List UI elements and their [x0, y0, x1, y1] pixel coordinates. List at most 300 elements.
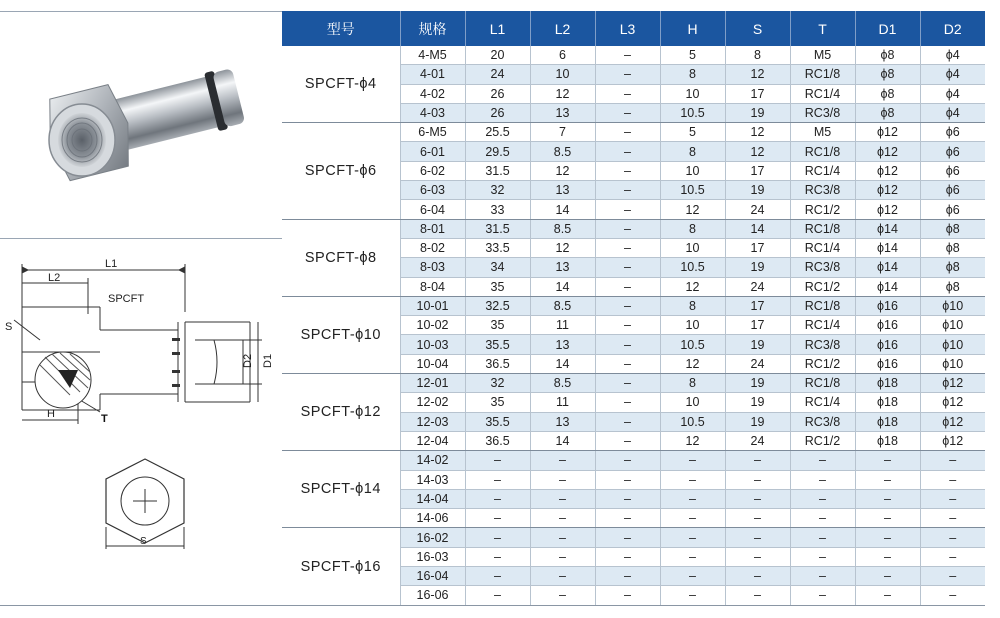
value-cell: –: [595, 335, 660, 354]
value-cell: –: [660, 586, 725, 605]
spec-cell: 12-03: [400, 412, 465, 431]
value-cell: 31.5: [465, 161, 530, 180]
spec-cell: 14-02: [400, 451, 465, 470]
value-cell: RC1/4: [790, 393, 855, 412]
value-cell: 12: [725, 123, 790, 142]
value-cell: 13: [530, 335, 595, 354]
value-cell: 31.5: [465, 219, 530, 238]
value-cell: ϕ8: [855, 46, 920, 65]
value-cell: 24: [725, 354, 790, 373]
value-cell: RC1/2: [790, 200, 855, 219]
value-cell: RC1/8: [790, 374, 855, 393]
value-cell: ϕ8: [920, 258, 985, 277]
value-cell: –: [595, 142, 660, 161]
value-cell: ϕ6: [920, 181, 985, 200]
table-row: [282, 219, 985, 238]
value-cell: 8: [660, 296, 725, 315]
value-cell: ϕ4: [920, 46, 985, 65]
value-cell: ϕ6: [920, 123, 985, 142]
value-cell: –: [725, 451, 790, 470]
value-cell: ϕ16: [855, 354, 920, 373]
value-cell: 5: [660, 123, 725, 142]
value-cell: ϕ8: [855, 103, 920, 122]
value-cell: RC1/4: [790, 161, 855, 180]
value-cell: –: [595, 181, 660, 200]
value-cell: 10: [660, 316, 725, 335]
model-cell: SPCFT-ϕ8: [282, 219, 400, 296]
value-cell: –: [595, 277, 660, 296]
value-cell: 33.5: [465, 238, 530, 257]
value-cell: RC3/8: [790, 412, 855, 431]
value-cell: ϕ18: [855, 412, 920, 431]
value-cell: 10.5: [660, 412, 725, 431]
value-cell: 10.5: [660, 103, 725, 122]
spec-cell: 4-M5: [400, 46, 465, 65]
value-cell: RC3/8: [790, 103, 855, 122]
bottom-rule: [0, 605, 985, 606]
value-cell: 13: [530, 103, 595, 122]
value-cell: ϕ8: [920, 238, 985, 257]
value-cell: 17: [725, 161, 790, 180]
value-cell: –: [595, 258, 660, 277]
value-cell: –: [855, 528, 920, 547]
value-cell: –: [855, 451, 920, 470]
spec-cell: 6-M5: [400, 123, 465, 142]
value-cell: –: [530, 567, 595, 586]
value-cell: –: [660, 509, 725, 528]
value-cell: 13: [530, 181, 595, 200]
value-cell: RC3/8: [790, 181, 855, 200]
value-cell: –: [595, 123, 660, 142]
value-cell: 8: [725, 46, 790, 65]
value-cell: 19: [725, 103, 790, 122]
spec-cell: 6-04: [400, 200, 465, 219]
header-model: 型号: [282, 11, 400, 46]
header-spec: 规格: [400, 11, 465, 46]
value-cell: RC1/8: [790, 65, 855, 84]
value-cell: –: [530, 489, 595, 508]
product-photo: [0, 12, 282, 238]
value-cell: RC1/8: [790, 219, 855, 238]
value-cell: 8.5: [530, 374, 595, 393]
value-cell: ϕ18: [855, 431, 920, 450]
value-cell: –: [465, 567, 530, 586]
value-cell: 8.5: [530, 219, 595, 238]
value-cell: 19: [725, 335, 790, 354]
value-cell: –: [855, 547, 920, 566]
dim-l2-label: L2: [48, 272, 61, 284]
value-cell: –: [595, 567, 660, 586]
spec-cell: 14-04: [400, 489, 465, 508]
value-cell: –: [855, 509, 920, 528]
table-row: [282, 528, 985, 547]
side-view-title: SPCFT: [108, 293, 145, 305]
value-cell: –: [465, 451, 530, 470]
value-cell: 17: [725, 296, 790, 315]
header-d2: D2: [920, 11, 985, 46]
header-l3: L3: [595, 11, 660, 46]
value-cell: 12: [725, 142, 790, 161]
value-cell: ϕ12: [855, 123, 920, 142]
value-cell: 12: [660, 354, 725, 373]
value-cell: ϕ6: [920, 200, 985, 219]
value-cell: –: [790, 470, 855, 489]
value-cell: ϕ14: [855, 238, 920, 257]
value-cell: –: [595, 200, 660, 219]
value-cell: 12: [530, 84, 595, 103]
value-cell: ϕ18: [855, 393, 920, 412]
value-cell: 32: [465, 181, 530, 200]
value-cell: RC1/2: [790, 354, 855, 373]
value-cell: 19: [725, 393, 790, 412]
value-cell: 10: [660, 393, 725, 412]
value-cell: 17: [725, 316, 790, 335]
value-cell: 5: [660, 46, 725, 65]
value-cell: –: [595, 431, 660, 450]
spec-cell: 10-02: [400, 316, 465, 335]
value-cell: 35: [465, 316, 530, 335]
value-cell: –: [855, 567, 920, 586]
value-cell: 24: [465, 65, 530, 84]
value-cell: 8: [660, 374, 725, 393]
value-cell: –: [725, 489, 790, 508]
value-cell: –: [660, 547, 725, 566]
value-cell: –: [855, 489, 920, 508]
spec-cell: 16-06: [400, 586, 465, 605]
value-cell: –: [530, 509, 595, 528]
value-cell: –: [920, 547, 985, 566]
value-cell: –: [595, 65, 660, 84]
value-cell: 17: [725, 84, 790, 103]
value-cell: RC1/2: [790, 277, 855, 296]
value-cell: 34: [465, 258, 530, 277]
header-t: T: [790, 11, 855, 46]
value-cell: 8: [660, 219, 725, 238]
value-cell: 33: [465, 200, 530, 219]
value-cell: 11: [530, 393, 595, 412]
value-cell: ϕ14: [855, 219, 920, 238]
value-cell: –: [790, 451, 855, 470]
value-cell: 12: [530, 161, 595, 180]
value-cell: ϕ10: [920, 354, 985, 373]
value-cell: RC1/4: [790, 84, 855, 103]
model-cell: SPCFT-ϕ10: [282, 296, 400, 373]
value-cell: –: [595, 84, 660, 103]
value-cell: –: [595, 528, 660, 547]
value-cell: 10: [530, 65, 595, 84]
value-cell: –: [920, 509, 985, 528]
spec-cell: 4-03: [400, 103, 465, 122]
value-cell: 32.5: [465, 296, 530, 315]
value-cell: –: [920, 451, 985, 470]
value-cell: –: [595, 103, 660, 122]
value-cell: 36.5: [465, 431, 530, 450]
value-cell: –: [855, 470, 920, 489]
value-cell: 35.5: [465, 335, 530, 354]
value-cell: M5: [790, 123, 855, 142]
value-cell: –: [725, 470, 790, 489]
spec-cell: 12-02: [400, 393, 465, 412]
value-cell: 12: [725, 65, 790, 84]
value-cell: –: [530, 528, 595, 547]
value-cell: ϕ8: [920, 219, 985, 238]
value-cell: ϕ6: [920, 142, 985, 161]
value-cell: 19: [725, 258, 790, 277]
value-cell: –: [595, 509, 660, 528]
header-h: H: [660, 11, 725, 46]
dim-h-label: H: [47, 408, 55, 420]
model-cell: SPCFT-ϕ14: [282, 451, 400, 528]
value-cell: –: [725, 547, 790, 566]
value-cell: 12: [530, 238, 595, 257]
value-cell: –: [465, 586, 530, 605]
value-cell: ϕ10: [920, 316, 985, 335]
spec-cell: 16-03: [400, 547, 465, 566]
value-cell: ϕ16: [855, 335, 920, 354]
value-cell: 24: [725, 200, 790, 219]
value-cell: –: [790, 489, 855, 508]
value-cell: –: [790, 509, 855, 528]
value-cell: ϕ4: [920, 103, 985, 122]
value-cell: 36.5: [465, 354, 530, 373]
value-cell: –: [595, 238, 660, 257]
value-cell: 20: [465, 46, 530, 65]
value-cell: 7: [530, 123, 595, 142]
value-cell: ϕ12: [855, 142, 920, 161]
value-cell: 13: [530, 412, 595, 431]
value-cell: 10: [660, 161, 725, 180]
value-cell: –: [465, 470, 530, 489]
value-cell: 32: [465, 374, 530, 393]
spec-cell: 12-01: [400, 374, 465, 393]
value-cell: 8: [660, 65, 725, 84]
spec-cell: 6-02: [400, 161, 465, 180]
value-cell: ϕ14: [855, 258, 920, 277]
value-cell: ϕ12: [855, 161, 920, 180]
table-row: [282, 123, 985, 142]
value-cell: 19: [725, 181, 790, 200]
spec-cell: 16-04: [400, 567, 465, 586]
value-cell: 10: [660, 84, 725, 103]
header-d1: D1: [855, 11, 920, 46]
value-cell: 12: [660, 431, 725, 450]
value-cell: –: [855, 586, 920, 605]
value-cell: 11: [530, 316, 595, 335]
value-cell: ϕ12: [855, 200, 920, 219]
value-cell: 19: [725, 412, 790, 431]
value-cell: –: [595, 354, 660, 373]
value-cell: RC1/8: [790, 296, 855, 315]
value-cell: –: [660, 451, 725, 470]
value-cell: RC1/4: [790, 316, 855, 335]
value-cell: –: [790, 547, 855, 566]
value-cell: –: [595, 296, 660, 315]
table-row: [282, 46, 985, 65]
value-cell: –: [725, 528, 790, 547]
spec-cell: 4-02: [400, 84, 465, 103]
front-view-s-label: S: [140, 536, 147, 547]
value-cell: –: [530, 586, 595, 605]
dim-t-label: T: [101, 413, 108, 425]
value-cell: 8: [660, 142, 725, 161]
table-row: [282, 296, 985, 315]
header-l1: L1: [465, 11, 530, 46]
value-cell: –: [465, 528, 530, 547]
value-cell: –: [660, 489, 725, 508]
value-cell: ϕ14: [855, 277, 920, 296]
value-cell: –: [920, 489, 985, 508]
value-cell: –: [790, 586, 855, 605]
spec-cell: 10-03: [400, 335, 465, 354]
spec-cell: 8-01: [400, 219, 465, 238]
value-cell: ϕ4: [920, 65, 985, 84]
value-cell: ϕ12: [920, 412, 985, 431]
spec-cell: 8-04: [400, 277, 465, 296]
value-cell: –: [725, 509, 790, 528]
table-row: [282, 451, 985, 470]
value-cell: 10.5: [660, 258, 725, 277]
value-cell: –: [530, 451, 595, 470]
value-cell: ϕ18: [855, 374, 920, 393]
spec-cell: 8-02: [400, 238, 465, 257]
value-cell: 14: [530, 431, 595, 450]
value-cell: –: [595, 219, 660, 238]
value-cell: –: [660, 567, 725, 586]
table-header-row: [282, 11, 985, 46]
value-cell: ϕ12: [920, 374, 985, 393]
value-cell: –: [920, 470, 985, 489]
value-cell: 35: [465, 277, 530, 296]
value-cell: 35: [465, 393, 530, 412]
value-cell: 14: [530, 354, 595, 373]
value-cell: –: [530, 470, 595, 489]
spec-cell: 10-04: [400, 354, 465, 373]
table-body: [282, 46, 985, 605]
value-cell: 8.5: [530, 296, 595, 315]
spec-cell: 10-01: [400, 296, 465, 315]
value-cell: ϕ8: [855, 65, 920, 84]
value-cell: RC1/8: [790, 142, 855, 161]
value-cell: 26: [465, 84, 530, 103]
value-cell: –: [595, 46, 660, 65]
value-cell: 10.5: [660, 181, 725, 200]
side-view-drawing: [0, 252, 282, 432]
value-cell: –: [790, 567, 855, 586]
spec-cell: 16-02: [400, 528, 465, 547]
header-s: S: [725, 11, 790, 46]
spec-cell: 6-01: [400, 142, 465, 161]
value-cell: –: [595, 374, 660, 393]
value-cell: 19: [725, 374, 790, 393]
front-view-drawing: [0, 455, 282, 555]
spec-cell: 4-01: [400, 65, 465, 84]
value-cell: –: [920, 567, 985, 586]
value-cell: ϕ10: [920, 296, 985, 315]
value-cell: –: [725, 586, 790, 605]
value-cell: ϕ8: [855, 84, 920, 103]
value-cell: RC1/2: [790, 431, 855, 450]
value-cell: RC3/8: [790, 335, 855, 354]
value-cell: –: [595, 161, 660, 180]
value-cell: –: [660, 470, 725, 489]
value-cell: 29.5: [465, 142, 530, 161]
value-cell: –: [595, 451, 660, 470]
value-cell: –: [790, 528, 855, 547]
value-cell: 13: [530, 258, 595, 277]
dim-d1-label: D1: [262, 353, 274, 368]
value-cell: RC3/8: [790, 258, 855, 277]
value-cell: 14: [725, 219, 790, 238]
model-cell: SPCFT-ϕ12: [282, 374, 400, 451]
value-cell: –: [595, 586, 660, 605]
value-cell: 14: [530, 200, 595, 219]
value-cell: –: [595, 316, 660, 335]
model-cell: SPCFT-ϕ4: [282, 46, 400, 123]
value-cell: 24: [725, 277, 790, 296]
header-l2: L2: [530, 11, 595, 46]
value-cell: 25.5: [465, 123, 530, 142]
value-cell: 12: [660, 277, 725, 296]
value-cell: RC1/4: [790, 238, 855, 257]
value-cell: 14: [530, 277, 595, 296]
value-cell: –: [465, 489, 530, 508]
value-cell: ϕ16: [855, 316, 920, 335]
value-cell: ϕ12: [920, 431, 985, 450]
value-cell: 24: [725, 431, 790, 450]
value-cell: 26: [465, 103, 530, 122]
value-cell: 12: [660, 200, 725, 219]
dim-l1-label: L1: [105, 258, 118, 270]
value-cell: –: [725, 567, 790, 586]
value-cell: 6: [530, 46, 595, 65]
value-cell: –: [595, 547, 660, 566]
spec-cell: 14-06: [400, 509, 465, 528]
drawing-panel: [0, 0, 282, 618]
spec-cell: 8-03: [400, 258, 465, 277]
dim-d2-label: D2: [242, 353, 254, 368]
divider-middle: [0, 238, 282, 239]
model-cell: SPCFT-ϕ6: [282, 123, 400, 219]
value-cell: –: [595, 393, 660, 412]
value-cell: ϕ12: [920, 393, 985, 412]
value-cell: ϕ16: [855, 296, 920, 315]
value-cell: –: [595, 470, 660, 489]
table-row: [282, 374, 985, 393]
value-cell: M5: [790, 46, 855, 65]
value-cell: ϕ4: [920, 84, 985, 103]
dim-s-label: S: [5, 321, 13, 333]
value-cell: ϕ10: [920, 335, 985, 354]
value-cell: ϕ6: [920, 161, 985, 180]
value-cell: –: [920, 586, 985, 605]
value-cell: –: [660, 528, 725, 547]
value-cell: 17: [725, 238, 790, 257]
value-cell: –: [465, 547, 530, 566]
value-cell: 10.5: [660, 335, 725, 354]
value-cell: ϕ12: [855, 181, 920, 200]
spec-table: [282, 11, 985, 606]
spec-cell: 14-03: [400, 470, 465, 489]
value-cell: –: [920, 528, 985, 547]
value-cell: ϕ8: [920, 277, 985, 296]
value-cell: 10: [660, 238, 725, 257]
value-cell: –: [595, 489, 660, 508]
spec-cell: 12-04: [400, 431, 465, 450]
value-cell: –: [530, 547, 595, 566]
value-cell: 8.5: [530, 142, 595, 161]
spec-cell: 6-03: [400, 181, 465, 200]
value-cell: –: [595, 412, 660, 431]
